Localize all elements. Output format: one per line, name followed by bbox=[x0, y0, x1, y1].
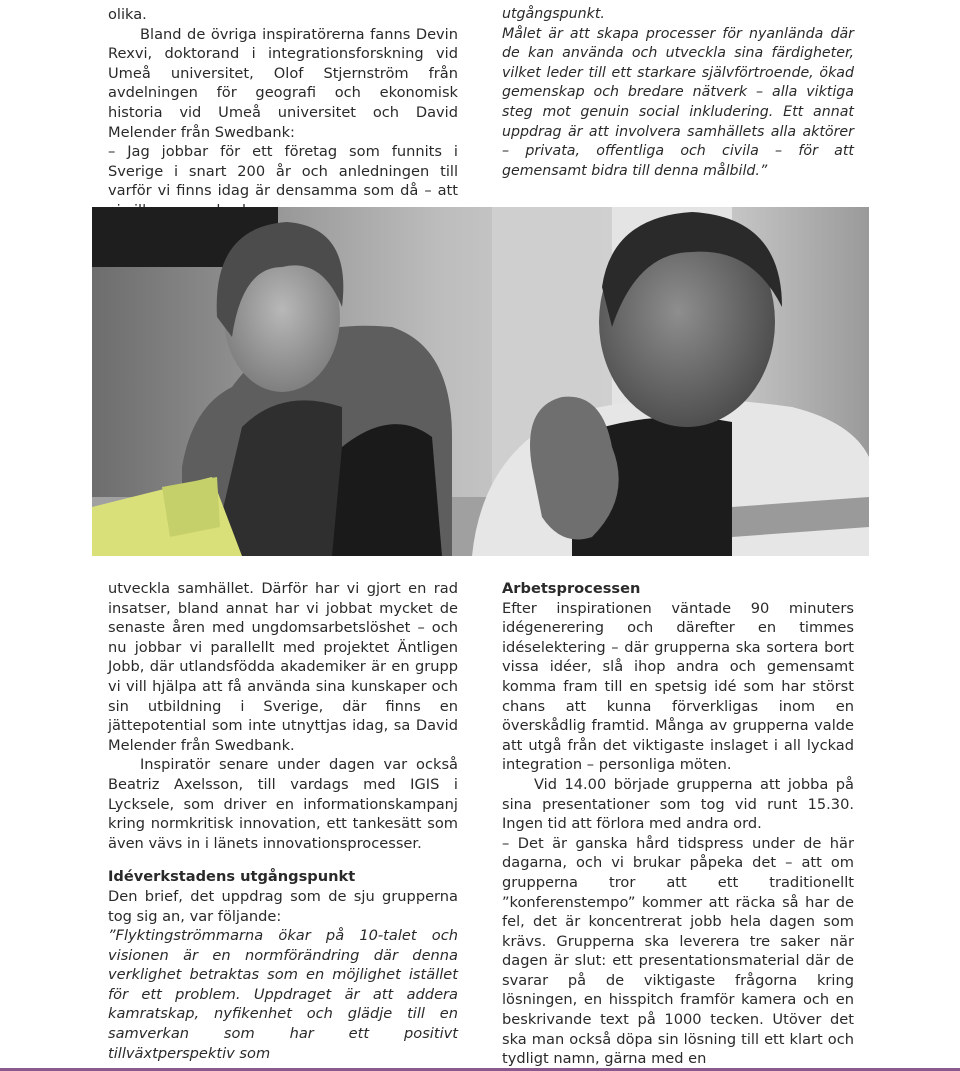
top-left-column bbox=[108, 5, 458, 221]
top-right-column bbox=[502, 5, 854, 181]
quote-paragraph: ”Flyktingströmmarna ökar på 10-talet och visionen är en normförändring där denna verklighet betraktas som en möjlighet istället för ett problem. Uppdraget är att addera kamratskap, nyfikenhet och glädje till en samverkan som har ett positivt tillväxtperspektiv som bbox=[108, 927, 458, 1062]
paragraph: utgångspunkt. bbox=[502, 6, 605, 22]
quote-paragraph: Målet är att skapa processer för nyanlända där de kan använda och utveckla sina färdigheter, vilket leder till ett starkare självförtroende, ökad gemenskap och bredare nätverk – alla viktiga steg mot genuin social inkludering. Ett annat uppdrag är att involvera samhällets alla aktörer – privata, offentliga och civila – för att gemensamt bidra till denna målbild.” bbox=[502, 25, 854, 179]
paragraph: utveckla samhället. Därför har vi gjort en rad insatser, bland annat har vi jobbat mycket de senaste åren med ungdomsarbetslöshet – och nu jobbar vi parallellt med projektet Äntligen Jobb, där utlandsfödda akademiker är en grupp vi vill hjälpa att få använda sina kunskaper och sin utbildning i Sverige, där finns en jättepotential som inte utnyttjas idag, sa David Melender från Swedbank. bbox=[108, 580, 458, 754]
paragraph: Inspiratör senare under dagen var också Beatriz Axelsson, till vardags med IGIS i Lycksele, som driver en informationskampanj kring normkritisk innovation, ett tankesätt som även vävs in i länets innovationsprocesser. bbox=[108, 756, 458, 852]
bottom-right-column bbox=[502, 579, 854, 1069]
paragraph: – Det är ganska hård tidspress under de här dagarna, och vi brukar påpeka det – att om grupperna tror att ett traditionellt ”konferenstempo” kommer att räcka så har de fel, det är koncentrerat jobb hela dagen som krävs. Grupperna ska leverera tre saker när dagen är slut: ett presentationsmaterial där de svarar på de viktigaste frågorna kring lösningen, en hisspitch framför kamera och en beskrivande text på 1000 tecken. Utöver det ska man också döpa sin lösning till ett klart och tydligt namn, gärna med en bbox=[502, 834, 854, 1068]
paragraph: Vid 14.00 började grupperna att jobba på sina presentationer som tog vid runt 15.30. Ingen tid att förlora med andra ord. bbox=[502, 775, 854, 833]
section-heading: Arbetsprocessen bbox=[502, 580, 641, 597]
paragraph: olika. bbox=[108, 6, 147, 23]
paragraph: Den brief, det uppdrag som de sju grupperna tog sig an, var följande: bbox=[108, 887, 458, 925]
meeting-photo bbox=[92, 207, 869, 556]
bottom-left-column bbox=[108, 579, 458, 1063]
paragraph: Efter inspirationen väntade 90 minuters idégenerering och därefter en timmes idéselektering – där grupperna ska sortera bort vissa idéer, slå ihop andra och gemensamt komma fram till en spetsig idé som har störst chans att kunna förverkligas inom en överskådlig framtid. Många av grupperna valde att utgå från det viktigaste inslaget i all lyckad integration – personliga möten. bbox=[502, 599, 854, 774]
paragraph: – Jag jobbar för ett företag som funnits i Sverige i snart 200 år och anledningen till varför vi finns idag är densamma som då – att bbox=[108, 143, 458, 200]
section-heading: Idéverkstadens utgångspunkt bbox=[108, 868, 356, 886]
paragraph: Bland de övriga inspiratörerna fanns Devin Rexvi, doktorand i integrationsforskning vid Umeå universitet, Olof Stjernström från avdelningen för geografi och ekonomisk historia vid Umeå universitet och David Melender från Swedbank: bbox=[108, 25, 458, 141]
